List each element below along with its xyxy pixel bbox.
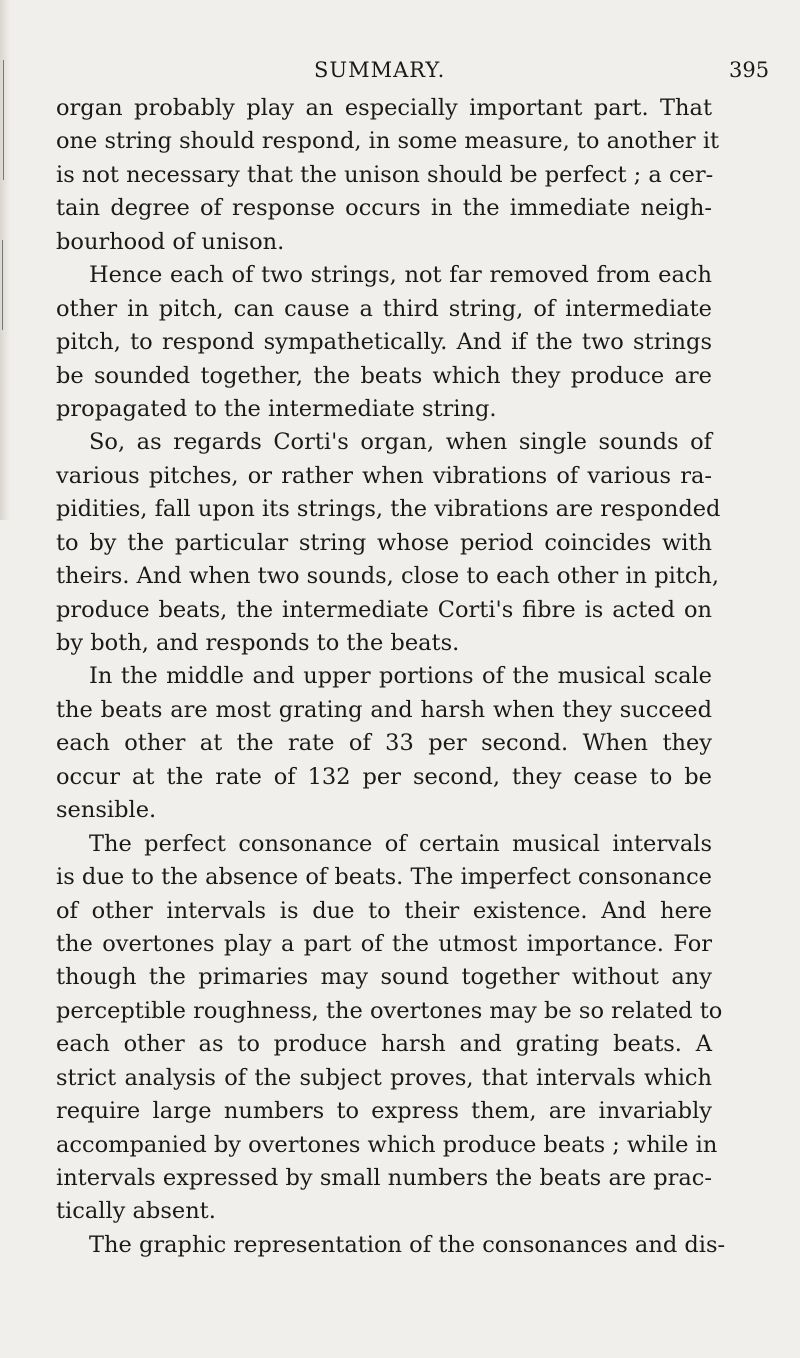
- text-line: the beats are most grating and harsh when they succeed: [56, 696, 712, 723]
- text-line: bourhood of unison.: [56, 228, 285, 255]
- text-line: each other at the rate of 33 per second. When they: [56, 730, 712, 757]
- text-line: one string should respond, in some measure, to another it: [56, 128, 720, 155]
- text-line: pidities, fall upon its strings, the vibrations are responded: [56, 496, 721, 523]
- text-line: organ probably play an especially important part. That: [56, 95, 712, 121]
- text-line: tically absent.: [56, 1198, 216, 1225]
- text-line: Hence each of two strings, not far removed from each: [89, 262, 712, 289]
- text-line: perceptible roughness, the overtones may be so related to: [56, 997, 723, 1024]
- text-line: though the primaries may sound together without any: [56, 964, 712, 991]
- page-number: 395: [729, 58, 770, 82]
- text-line: In the middle and upper portions of the musical scale: [89, 663, 712, 690]
- text-line: So, as regards Corti's organ, when single sounds of: [89, 429, 712, 456]
- text-line: The perfect consonance of certain musical intervals: [89, 830, 712, 857]
- body-text: [56, 92, 726, 1262]
- text-line: the overtones play a part of the utmost importance. For: [56, 930, 712, 957]
- text-line: is not necessary that the unison should be perfect ; a cer-: [56, 161, 714, 188]
- text-line: accompanied by overtones which produce beats ; while in: [56, 1131, 718, 1158]
- text-line: sensible.: [56, 797, 157, 824]
- text-line: various pitches, or rather when vibrations of various ra-: [56, 462, 712, 489]
- text-line: strict analysis of the subject proves, that intervals which: [56, 1064, 712, 1091]
- text-line: each other as to produce harsh and grating beats. A: [56, 1031, 712, 1058]
- text-line: propagated to the intermediate string.: [56, 395, 497, 422]
- text-line: be sounded together, the beats which they produce are: [56, 362, 712, 389]
- text-line: require large numbers to express them, are invariably: [56, 1098, 712, 1125]
- text-line: pitch, to respond sympathetically. And if the two strings: [56, 329, 712, 356]
- text-line: other in pitch, can cause a third string, of intermediate: [56, 295, 712, 322]
- text-line: The graphic representation of the consonances and dis-: [89, 1231, 726, 1258]
- running-head-title: SUMMARY.: [314, 58, 446, 82]
- text-line: occur at the rate of 132 per second, they cease to be: [56, 763, 712, 790]
- text-line: tain degree of response occurs in the immediate neigh-: [56, 195, 712, 222]
- text-line: theirs. And when two sounds, close to each other in pitch,: [56, 563, 720, 590]
- text-line: of other intervals is due to their existence. And here: [56, 897, 712, 924]
- text-line: intervals expressed by small numbers the beats are prac-: [56, 1165, 712, 1191]
- text-line: produce beats, the intermediate Corti's fibre is acted on: [56, 596, 712, 623]
- text-line: is due to the absence of beats. The imperfect consonance: [56, 864, 712, 891]
- text-line: to by the particular string whose period coincides with: [56, 529, 712, 556]
- text-line: by both, and responds to the beats.: [56, 630, 460, 656]
- running-head: [0, 58, 800, 88]
- gutter-line: [2, 240, 3, 330]
